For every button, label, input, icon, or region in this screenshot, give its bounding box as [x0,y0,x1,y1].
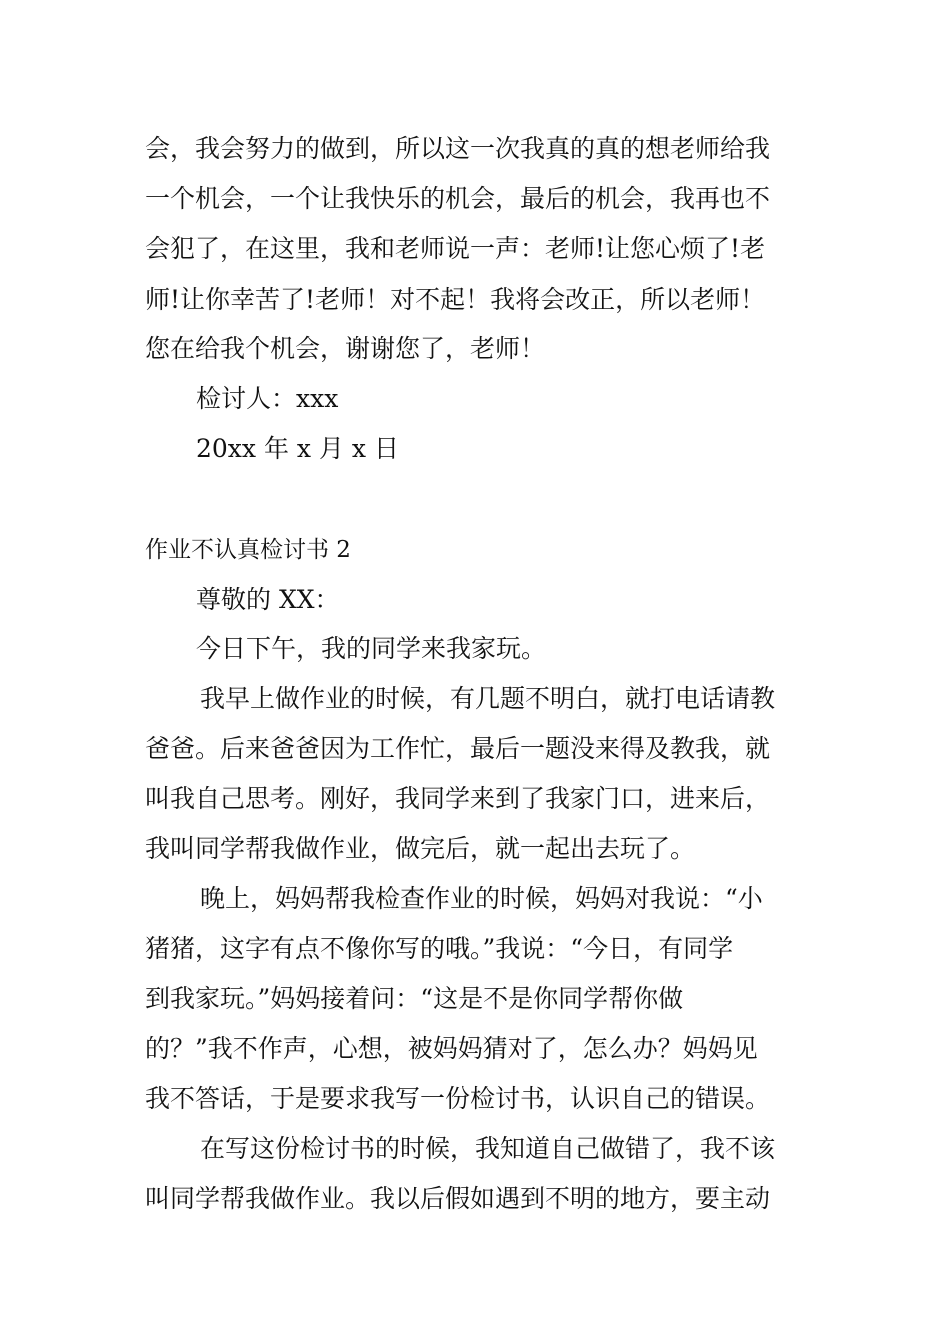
salutation: 尊敬的 XX： [196,585,340,614]
text-line: 师!让你幸苦了!老师！对不起！我将会改正，所以老师！ [145,285,766,314]
text-line: 我早上做作业的时候，有几题不明白，就打电话请教 [200,684,776,713]
text-line: 会犯了，在这里，我和老师说一声：老师!让您心烦了!老 [145,234,766,263]
text-line: 爸爸。后来爸爸因为工作忙，最后一题没来得及教我，就 [145,734,771,763]
text-line: 一个机会，一个让我快乐的机会，最后的机会，我再也不 [145,184,771,213]
text-line: 会，我会努力的做到，所以这一次我真的真的想老师给我 [145,134,771,163]
signer: 检讨人：xxx [196,384,339,413]
text-line: 猪猪，这字有点不像你写的哦。”我说：“今日，有同学 [145,934,734,963]
text-line: 晚上，妈妈帮我检查作业的时候，妈妈对我说：“小 [200,884,763,913]
text-line: 今日下午，我的同学来我家玩。 [196,634,547,663]
date: 20xx 年 x 月 x 日 [196,434,399,463]
text-line: 叫我自己思考。刚好，我同学来到了我家门口，进来后， [145,784,771,813]
text-line: 到我家玩。”妈妈接着问：“这是不是你同学帮你做 [145,984,684,1013]
text-line: 我不答话，于是要求我写一份检讨书，认识自己的错误。 [145,1084,771,1113]
text-line: 在写这份检讨书的时候，我知道自己做错了，我不该 [200,1134,776,1163]
text-line: 您在给我个机会，谢谢您了，老师！ [145,334,546,363]
text-line: 叫同学帮我做作业。我以后假如遇到不明的地方，要主动 [145,1184,771,1213]
text-line: 的？”我不作声，心想，被妈妈猜对了，怎么办？妈妈见 [145,1034,758,1063]
text-line: 我叫同学帮我做作业，做完后，就一起出去玩了。 [145,834,696,863]
section-title: 作业不认真检讨书 2 [145,537,351,563]
